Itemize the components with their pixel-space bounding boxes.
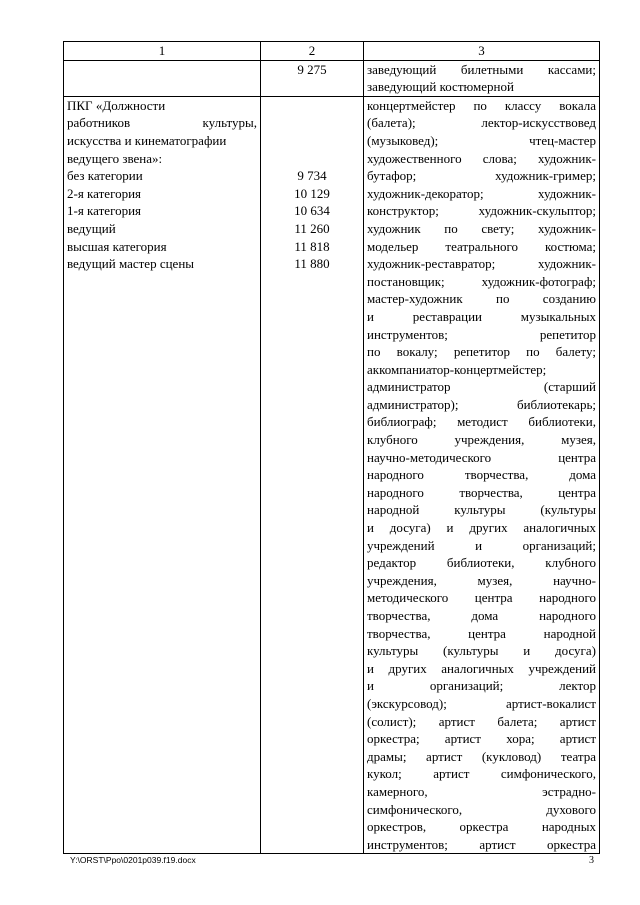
group-title-line: ведущего звена»: (67, 150, 163, 166)
category-label: ведущий (67, 220, 116, 236)
table-header-row (64, 42, 600, 61)
category-salary: 11 880 (294, 256, 330, 272)
category-salary: 11 260 (294, 220, 330, 236)
group-positions-cell (364, 96, 600, 854)
position-line: и реставрации музыкальных (367, 308, 596, 324)
group-row (64, 96, 600, 854)
position-line: учреждения, музея, научно- (367, 572, 596, 588)
group-title-cell (64, 96, 261, 854)
position-line: редактор библиотеки, клубного (367, 555, 596, 571)
header-col-2: 2 (261, 42, 364, 61)
position-line: художник-реставратор; художник- (367, 256, 596, 272)
position-line: инструментов; артист оркестра (367, 836, 596, 852)
position-line: администратор (старший (367, 379, 596, 395)
continuation-positions (364, 60, 600, 96)
position-line: инструментов; репетитор (367, 326, 596, 342)
position-line: клубного учреждения, музея, (367, 432, 596, 448)
position-line: концертмейстер по классу вокала (367, 97, 596, 113)
position-line: художник по свету; художник- (367, 220, 596, 236)
position-line: аккомпаниатор-концертмейстер; (367, 361, 547, 377)
position-line: оркестров, оркестра народных (367, 819, 596, 835)
position-line: модельер театрального костюма; (367, 238, 596, 254)
category-label: ведущий мастер сцены (67, 256, 195, 272)
position-line: творчества, дома народного (367, 608, 596, 623)
header-col-1: 1 (64, 42, 261, 61)
position-line: (музыковед); чтец-мастер (367, 132, 596, 148)
position-line: постановщик; художник-фотограф; (367, 273, 596, 289)
positions-list (367, 97, 596, 854)
category-salary: 11 818 (294, 238, 330, 254)
continuation-line: заведующий билетными кассами; (367, 61, 596, 77)
continuation-row (64, 60, 600, 96)
group-title-line: ПКГ «Должности (67, 97, 166, 113)
position-line: по вокалу; репетитор по балету; (367, 344, 596, 360)
position-line: симфонического, духового (367, 801, 596, 817)
position-line: оркестра; артист хора; артист (367, 731, 596, 747)
position-line: научно-методического центра (367, 449, 596, 465)
header-col-3: 3 (364, 42, 600, 61)
category-salary: 10 634 (294, 203, 330, 219)
position-line: администратор); библиотекарь; (367, 396, 596, 412)
position-line: бутафор; художник-гример; (367, 168, 596, 184)
position-line: народного творчества, дома (367, 467, 596, 483)
category-label: 1-я категория (67, 203, 142, 219)
position-line: (экскурсовод); артист-вокалист (367, 695, 596, 711)
positions-salary-table (63, 41, 600, 854)
category-label: высшая категория (67, 238, 167, 254)
continuation-empty-cell (64, 60, 261, 96)
position-line: культуры (культуры и досуга) (367, 643, 596, 659)
position-line: народного творчества, центра (367, 484, 596, 500)
category-label: 2-я категория (67, 185, 142, 201)
position-line: художник-декоратор; художник- (367, 185, 596, 201)
continuation-salary: 9 275 (261, 60, 364, 96)
position-line: мастер-художник по созданию (367, 291, 596, 307)
position-line: учреждений и организаций; (367, 537, 596, 553)
position-line: и организаций; лектор (367, 678, 596, 694)
group-salary-cell (261, 96, 364, 854)
position-line: камерного, эстрадно- (367, 783, 596, 799)
position-line: и других аналогичных учреждений (367, 660, 596, 676)
continuation-line: заведующий костюмерной (367, 79, 514, 95)
position-line: методического центра народного (367, 590, 596, 606)
position-line: (балета); лектор-искусствовед (367, 115, 596, 131)
position-line: и досуга) и других аналогичных (367, 520, 596, 536)
position-line: народной культуры (культуры (367, 502, 596, 518)
category-salary: 10 129 (294, 185, 330, 201)
footer-file-path: Y:\ORST\Ppo\0201p039.f19.docx (70, 855, 196, 865)
position-line: драмы; артист (кукловод) театра (367, 748, 596, 764)
group-title-line: искусства и кинематографии (67, 132, 227, 148)
category-salary: 9 734 (297, 168, 327, 184)
category-label: без категории (67, 168, 143, 184)
position-line: творчества, центра народной (367, 625, 596, 641)
position-line: конструктор; художник-скульптор; (367, 203, 596, 219)
position-line: (солист); артист балета; артист (367, 713, 596, 729)
group-title-line: работников культуры, (67, 115, 257, 131)
position-line: библиограф; методист библиотеки, (367, 414, 596, 430)
position-line: кукол; артист симфонического, (367, 766, 596, 782)
position-line: художественного слова; художник- (367, 150, 596, 166)
footer-page-number: 3 (589, 855, 594, 866)
